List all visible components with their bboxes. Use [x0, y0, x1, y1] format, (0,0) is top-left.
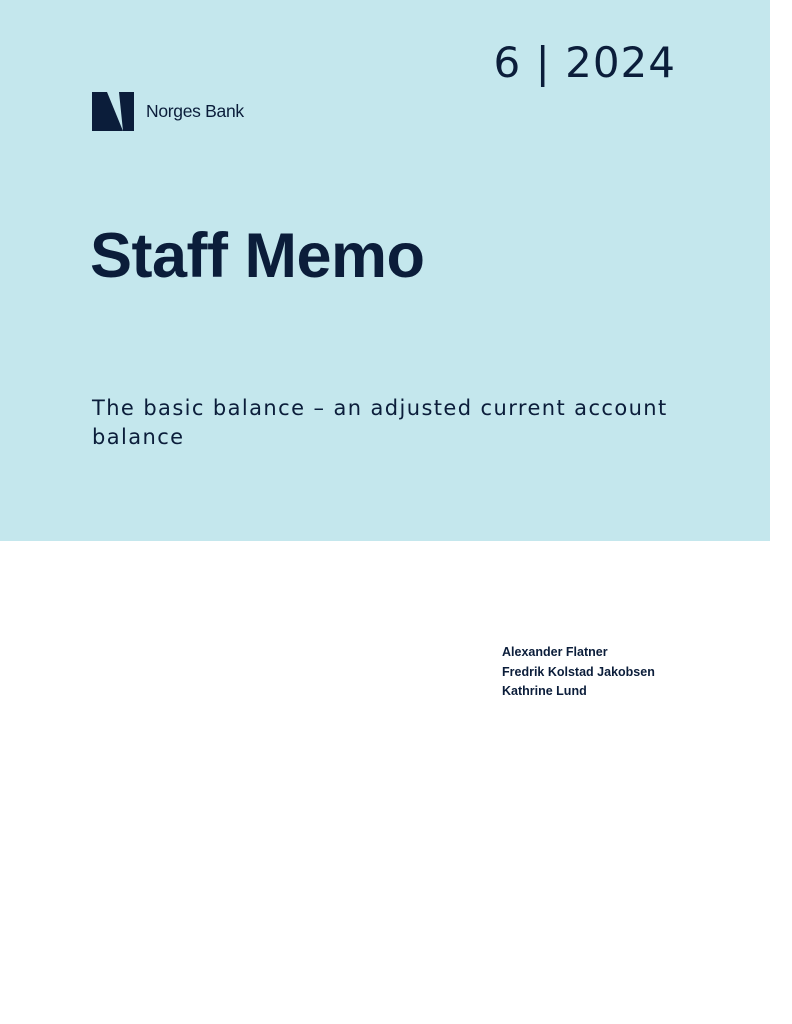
norges-bank-logo	[92, 92, 244, 131]
issue-number: 6 | 2024	[493, 38, 676, 87]
document-title: Staff Memo	[90, 221, 425, 291]
norges-bank-n-logo-icon	[92, 92, 134, 131]
author-name: Alexander Flatner	[502, 645, 608, 659]
document-subtitle: The basic balance – an adjusted current account balance	[92, 396, 668, 449]
author-list	[502, 643, 655, 702]
logo-text: Norges Bank	[146, 101, 244, 121]
author-name: Fredrik Kolstad Jakobsen	[502, 664, 655, 679]
author-name: Kathrine Lund	[502, 684, 587, 698]
